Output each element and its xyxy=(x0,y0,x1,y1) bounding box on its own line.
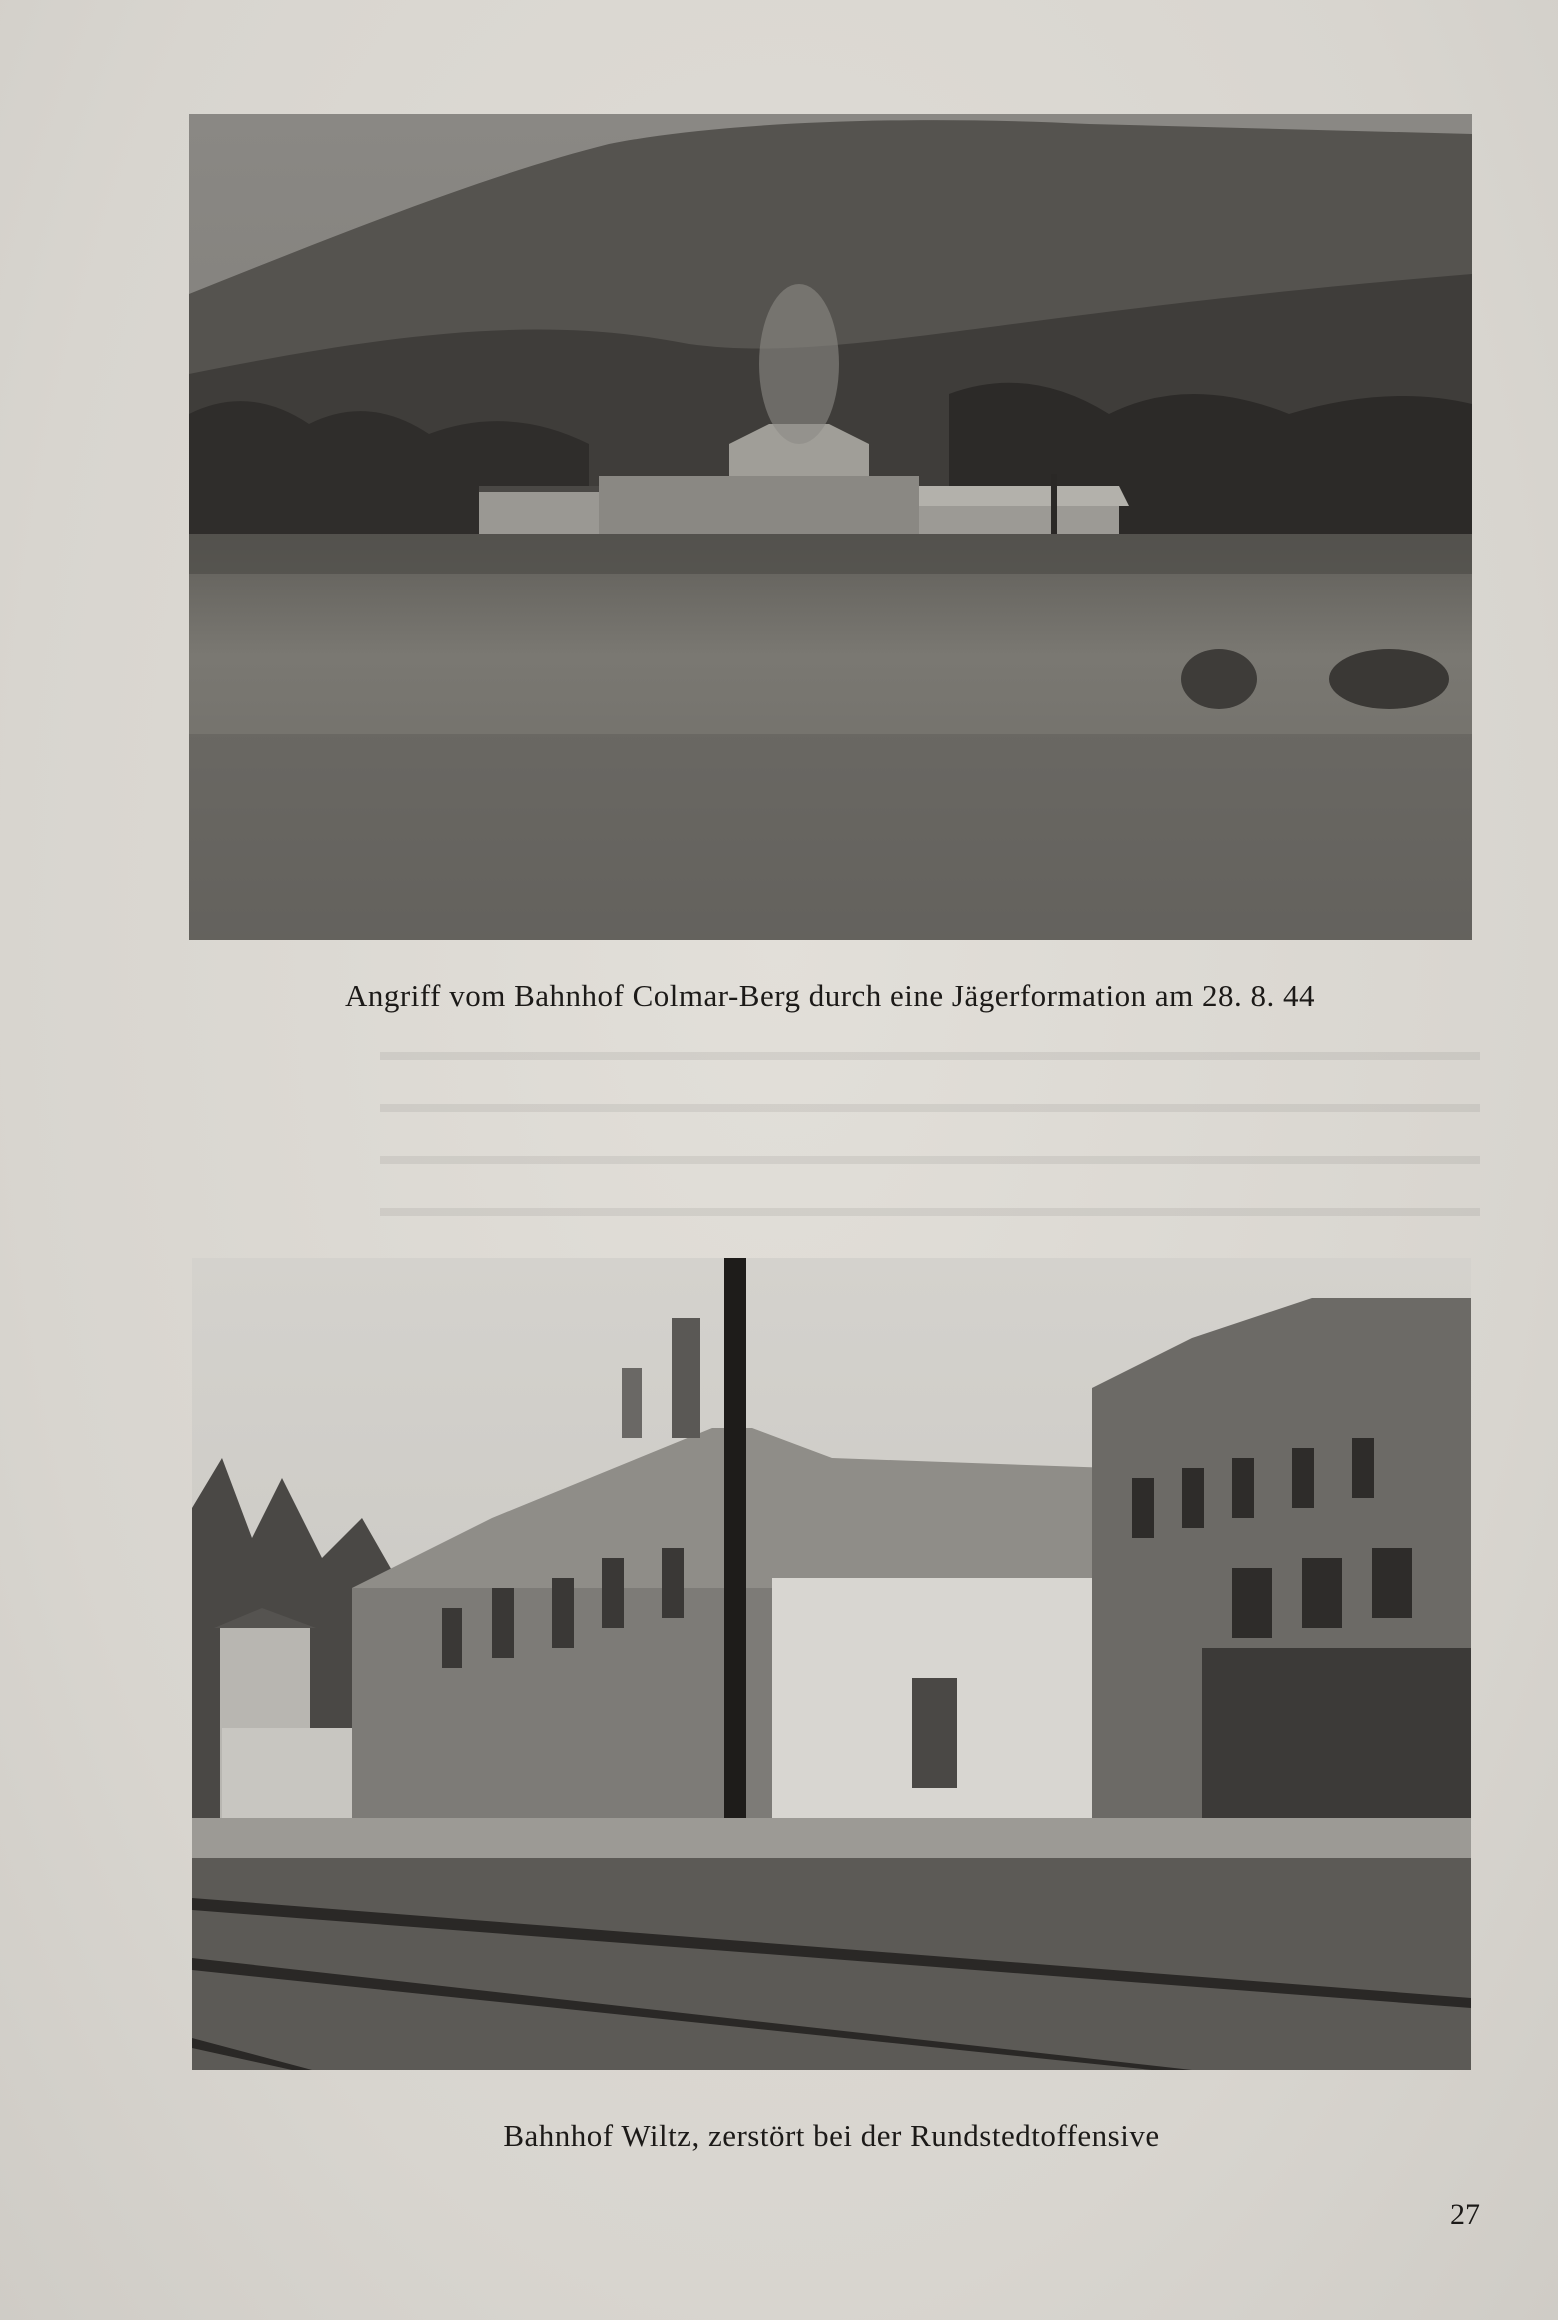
photo-wiltz-station xyxy=(192,1258,1471,2070)
photo-colmar-berg-station xyxy=(189,114,1472,940)
photo-caption-2: Bahnhof Wiltz, zerstört bei der Rundstedtoffensive xyxy=(503,2118,1160,2153)
photo-caption-1: Angriff vom Bahnhof Colmar-Berg durch eine Jägerformation am 28. 8. 44 xyxy=(345,978,1315,1013)
page-number: 27 xyxy=(1450,2198,1480,2231)
show-through-text xyxy=(380,1030,1480,1260)
